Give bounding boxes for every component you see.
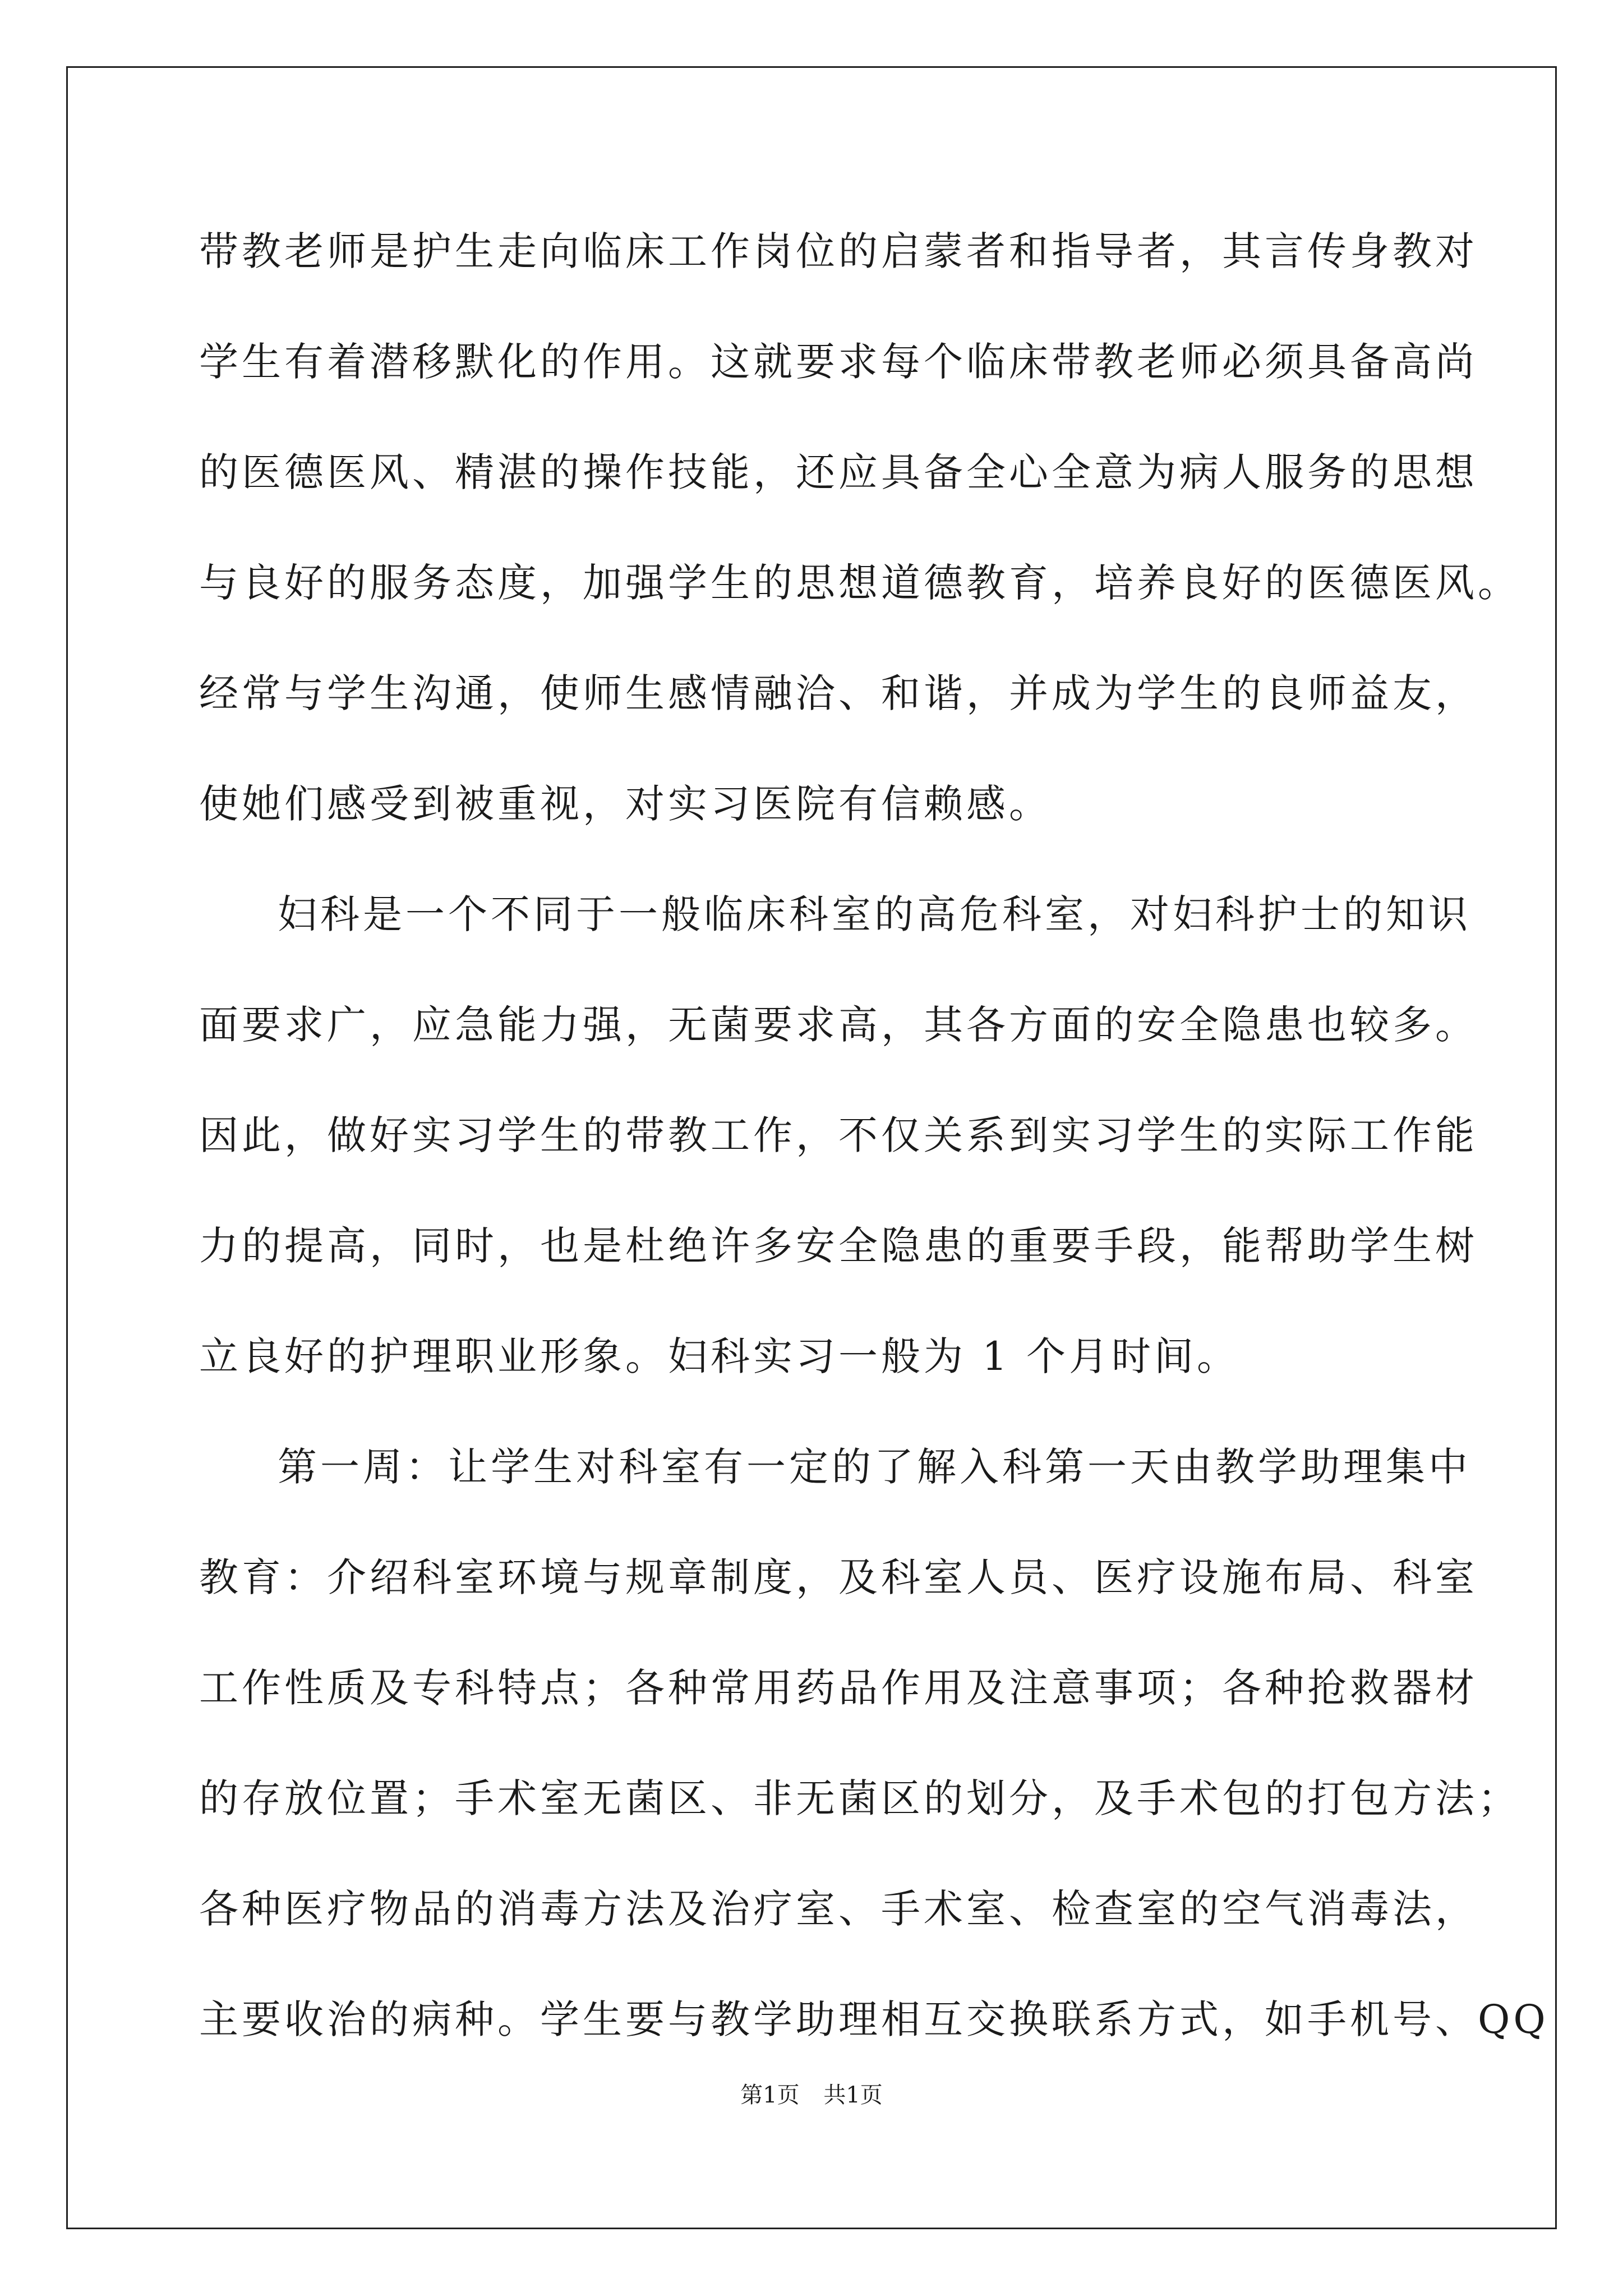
text-line: 各种医疗物品的消毒方法及治疗室、手术室、检查室的空气消毒法， [199,1886,1478,1932]
text-line: 与良好的服务态度，加强学生的思想道德教育，培养良好的医德医风。 [199,560,1520,606]
text-line: 工作性质及专科特点；各种常用药品作用及注意事项；各种抢救器材 [199,1665,1478,1711]
page-footer: 第1页 共1页 [740,2082,883,2108]
text-line: 学生有着潜移默化的作用。这就要求每个临床带教老师必须具备高尚 [199,339,1478,385]
text-line: 的医德医风、精湛的操作技能，还应具备全心全意为病人服务的思想 [199,449,1478,495]
text-line: 使她们感受到被重视，对实习医院有信赖感。 [199,781,1052,827]
document-body [199,215,1549,2093]
text-line: 带教老师是护生走向临床工作岗位的启蒙者和指导者，其言传身教对 [199,228,1478,274]
text-line: 面要求广，应急能力强，无菌要求高，其各方面的安全隐患也较多。 [199,1002,1478,1048]
text-line: 立良好的护理职业形象。妇科实习一般为 1 个月时间。 [199,1333,1240,1379]
text-line: 力的提高，同时，也是杜绝许多安全隐患的重要手段，能帮助学生树 [199,1223,1478,1269]
text-line: 因此，做好实习学生的带教工作，不仅关系到实习学生的实际工作能 [199,1112,1478,1158]
text-line: 经常与学生沟通，使师生感情融洽、和谐，并成为学生的良师益友， [199,670,1478,716]
text-line: 妇科是一个不同于一般临床科室的高危科室，对妇科护士的知识 [278,891,1471,937]
text-line: 第一周：让学生对科室有一定的了解入科第一天由教学助理集中 [278,1444,1471,1490]
text-line: 的存放位置；手术室无菌区、非无菌区的划分，及手术包的打包方法； [199,1775,1520,1821]
text-line: 教育：介绍科室环境与规章制度，及科室人员、医疗设施布局、科室 [199,1554,1478,1600]
text-line: 主要收治的病种。学生要与教学助理相互交换联系方式，如手机号、QQ [199,1996,1549,2042]
